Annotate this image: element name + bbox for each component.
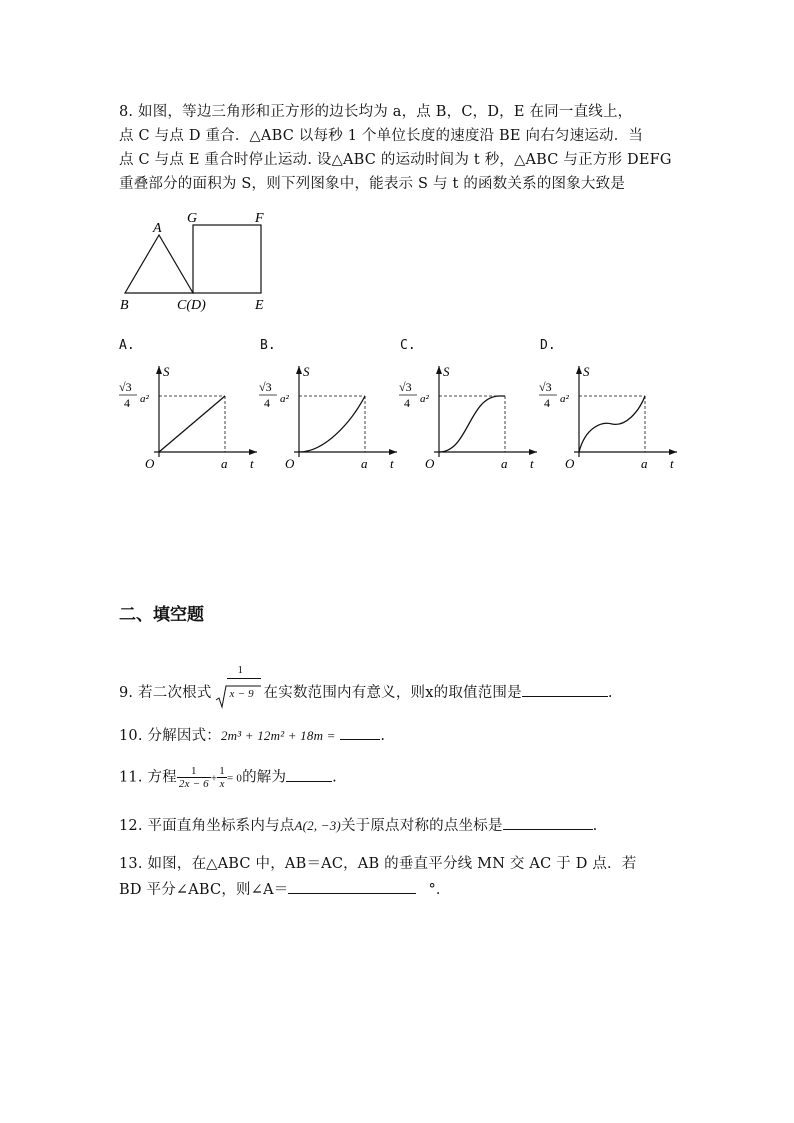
q10-answer-blank[interactable] bbox=[340, 727, 380, 740]
q10-expression: 2m³ + 12m² + 18m = bbox=[220, 728, 336, 743]
option-a-label: A. bbox=[119, 338, 135, 353]
q13-line-1: 13. 如图，在△ABC 中，AB＝AC，AB 的垂直平分线 MN 交 AC 于 D 点．若 bbox=[119, 856, 637, 872]
q9-radical-num: 1 bbox=[237, 664, 244, 676]
q12-line bbox=[119, 814, 597, 835]
t-label: t bbox=[530, 456, 534, 471]
option-d-label: D. bbox=[540, 338, 556, 353]
a-squared-label: a² bbox=[280, 393, 289, 405]
label-f: F bbox=[255, 211, 264, 226]
sqrt3-label: √3 bbox=[539, 380, 552, 394]
a-label: a bbox=[641, 456, 648, 471]
option-c-label: C. bbox=[400, 338, 416, 353]
s-axis-arrow-icon bbox=[296, 366, 302, 374]
q9-radical-den: x − 9 bbox=[229, 688, 254, 700]
s-label: S bbox=[443, 364, 450, 379]
q11-answer-blank[interactable] bbox=[286, 769, 332, 782]
a-label: a bbox=[361, 456, 368, 471]
q10-prefix: 10. 分解因式： bbox=[119, 728, 221, 744]
sqrt3-label: √3 bbox=[119, 380, 132, 394]
label-e: E bbox=[255, 298, 264, 313]
q11-frac2-den: x bbox=[219, 778, 225, 790]
q11-equals: = 0 bbox=[227, 772, 243, 785]
q8-line-2: 点 C 与点 D 重合．△ABC 以每秒 1 个单位长度的速度沿 BE 向右匀速运动．当 bbox=[119, 128, 644, 144]
origin-label: O bbox=[565, 456, 575, 471]
four-label: 4 bbox=[124, 396, 130, 410]
q8-line-3: 点 C 与点 E 重合时停止运动. 设△ABC 的运动时间为 t 秒，△ABC 与正方形 DEFG bbox=[119, 152, 672, 168]
option-a-graph bbox=[117, 362, 262, 474]
origin-label: O bbox=[285, 456, 295, 471]
section-title: 二、填空题 bbox=[119, 605, 204, 625]
label-cd: C(D) bbox=[177, 298, 206, 313]
option-d-graph bbox=[537, 362, 682, 474]
q12-point: A(2, −3) bbox=[294, 818, 341, 833]
s-t-curve bbox=[159, 396, 225, 452]
q12-answer-blank[interactable] bbox=[503, 817, 593, 830]
q10-line bbox=[119, 724, 385, 745]
q10-end: . bbox=[380, 728, 386, 744]
q12-suffix: 关于原点对称的点坐标是 bbox=[340, 818, 503, 834]
q13-line-2 bbox=[119, 878, 451, 899]
q11-line bbox=[119, 765, 337, 790]
t-axis-arrow-icon bbox=[249, 449, 257, 455]
a-label: a bbox=[501, 456, 508, 471]
q9-answer-blank[interactable] bbox=[522, 684, 608, 697]
q11-frac2-num: 1 bbox=[219, 765, 225, 777]
q9-radical bbox=[214, 664, 262, 710]
four-label: 4 bbox=[404, 396, 410, 410]
q13-answer-blank[interactable] bbox=[288, 881, 416, 894]
t-axis-arrow-icon bbox=[669, 449, 677, 455]
t-axis-arrow-icon bbox=[389, 449, 397, 455]
sqrt3-label: √3 bbox=[399, 380, 412, 394]
q11-frac1-den: 2x − 6 bbox=[178, 778, 209, 790]
origin-label: O bbox=[425, 456, 435, 471]
q8-line-1: 8. 如图，等边三角形和正方形的边长均为 a，点 B，C，D，E 在同一直线上， bbox=[119, 104, 633, 120]
a-squared-label: a² bbox=[140, 393, 149, 405]
option-b-label: B. bbox=[260, 338, 276, 353]
label-a: A bbox=[153, 221, 162, 236]
origin-label: O bbox=[145, 456, 155, 471]
s-t-curve bbox=[299, 396, 365, 452]
option-b-graph bbox=[257, 362, 402, 474]
q11-end: . bbox=[332, 769, 337, 786]
q12-end: . bbox=[592, 818, 598, 834]
q9-fraction-bar bbox=[227, 678, 261, 679]
t-label: t bbox=[670, 456, 674, 471]
s-axis-arrow-icon bbox=[156, 366, 162, 374]
label-g: G bbox=[187, 211, 198, 226]
q9-end: . bbox=[607, 685, 613, 701]
q11-fraction-2 bbox=[217, 765, 227, 790]
q8-line-4: 重叠部分的面积为 S，则下列图象中，能表示 S 与 t 的函数关系的图象大致是 bbox=[119, 176, 626, 192]
s-label: S bbox=[583, 364, 590, 379]
q11-fraction-1 bbox=[177, 765, 211, 790]
a-label: a bbox=[221, 456, 228, 471]
four-label: 4 bbox=[264, 396, 270, 410]
option-c-graph bbox=[397, 362, 542, 474]
q9-suffix: 在实数范围内有意义，则x的取值范围是 bbox=[263, 685, 522, 701]
q11-frac1-num: 1 bbox=[177, 765, 211, 778]
sqrt3-label: √3 bbox=[259, 380, 272, 394]
s-axis-arrow-icon bbox=[576, 366, 582, 374]
q11-suffix: 的解为 bbox=[242, 769, 287, 786]
q13-line2-prefix: BD 平分∠ABC，则∠A＝ bbox=[119, 882, 289, 898]
q9-prefix: 9. 若二次根式 bbox=[119, 685, 212, 701]
t-axis-arrow-icon bbox=[529, 449, 537, 455]
label-b: B bbox=[120, 298, 129, 313]
s-t-curve bbox=[579, 396, 645, 452]
s-label: S bbox=[303, 364, 310, 379]
triangle-square-figure bbox=[115, 205, 285, 315]
four-label: 4 bbox=[544, 396, 550, 410]
q11-plus: + bbox=[210, 772, 218, 785]
s-t-curve bbox=[439, 396, 505, 452]
q13-line2-end: °． bbox=[428, 882, 451, 898]
q11-prefix: 11. 方程 bbox=[119, 769, 177, 786]
s-axis-arrow-icon bbox=[436, 366, 442, 374]
q12-prefix: 12. 平面直角坐标系内与点 bbox=[119, 818, 295, 834]
a-squared-label: a² bbox=[420, 393, 429, 405]
equilateral-triangle bbox=[125, 235, 193, 293]
q9-line bbox=[119, 664, 613, 710]
t-label: t bbox=[390, 456, 394, 471]
s-label: S bbox=[163, 364, 170, 379]
square-defg bbox=[193, 225, 261, 293]
t-label: t bbox=[250, 456, 254, 471]
a-squared-label: a² bbox=[560, 393, 569, 405]
